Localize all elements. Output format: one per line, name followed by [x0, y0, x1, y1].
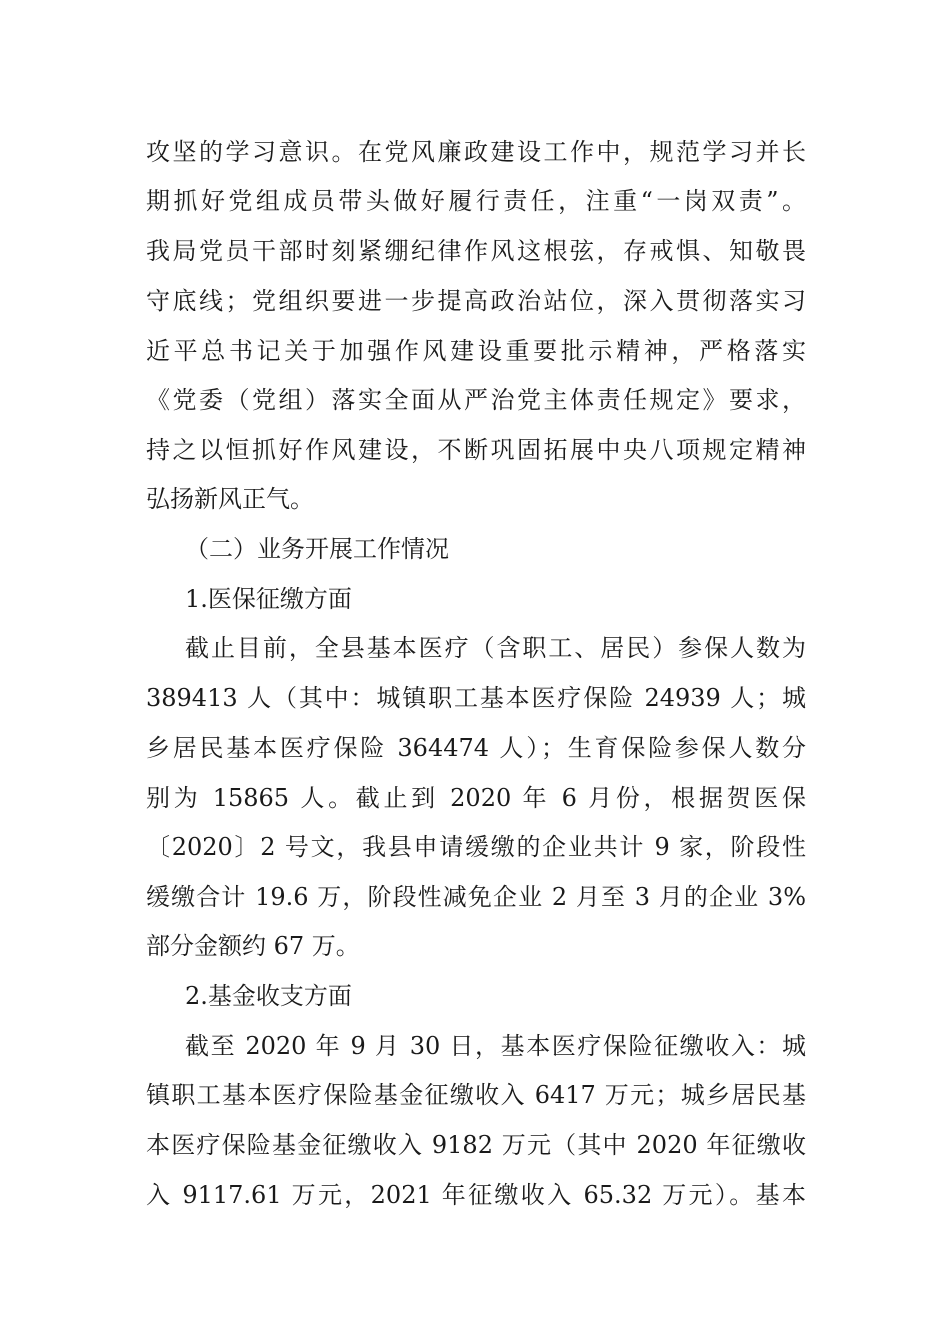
- paragraph-1-line-8: 弘扬新风正气。: [146, 485, 314, 513]
- paragraph-1-line-3: 我局党员干部时刻紧绷纪律作风这根弦，存戒惧、知敬畏: [146, 237, 806, 265]
- subheading-medical-insurance-collection: 1.医保征缴方面: [185, 585, 352, 613]
- paragraph-2-line-2: 389413 人（其中：城镇职工基本医疗保险 24939 人；城: [146, 684, 806, 712]
- paragraph-3-line-2: 镇职工基本医疗保险基金征缴收入 6417 万元；城乡居民基: [146, 1081, 806, 1109]
- paragraph-3-line-4: 入 9117.61 万元，2021 年征缴收入 65.32 万元）。基本: [146, 1181, 806, 1209]
- subheading-fund-income-expenditure: 2.基金收支方面: [185, 982, 352, 1010]
- paragraph-1-line-2: 期抓好党组成员带头做好履行责任，注重“一岗双责”。: [146, 187, 806, 215]
- paragraph-2-line-3: 乡居民基本医疗保险 364474 人）；生育保险参保人数分: [146, 734, 806, 762]
- paragraph-2-line-6: 缓缴合计 19.6 万，阶段性减免企业 2 月至 3 月的企业 3%: [146, 883, 806, 911]
- paragraph-1-line-6: 《党委（党组）落实全面从严治党主体责任规定》要求，: [146, 386, 806, 414]
- paragraph-1-line-5: 近平总书记关于加强作风建设重要批示精神，严格落实: [146, 337, 806, 365]
- paragraph-3-line-3: 本医疗保险基金征缴收入 9182 万元（其中 2020 年征缴收: [146, 1131, 806, 1159]
- section-heading: （二）业务开展工作情况: [185, 535, 449, 563]
- paragraph-2-line-7: 部分金额约 67 万。: [146, 932, 360, 960]
- paragraph-3-line-1: 截至 2020 年 9 月 30 日，基本医疗保险征缴收入：城: [185, 1032, 806, 1060]
- paragraph-1-line-7: 持之以恒抓好作风建设，不断巩固拓展中央八项规定精神: [146, 436, 806, 464]
- paragraph-2-line-5: 〔2020〕2 号文，我县申请缓缴的企业共计 9 家，阶段性: [146, 833, 806, 861]
- paragraph-1-line-1: 攻坚的学习意识。在党风廉政建设工作中，规范学习并长: [146, 138, 806, 166]
- paragraph-2-line-1: 截止目前，全县基本医疗（含职工、居民）参保人数为: [185, 634, 806, 662]
- paragraph-2-line-4: 别为 15865 人。截止到 2020 年 6 月份，根据贺医保: [146, 784, 806, 812]
- paragraph-1-line-4: 守底线；党组织要进一步提高政治站位，深入贯彻落实习: [146, 287, 806, 315]
